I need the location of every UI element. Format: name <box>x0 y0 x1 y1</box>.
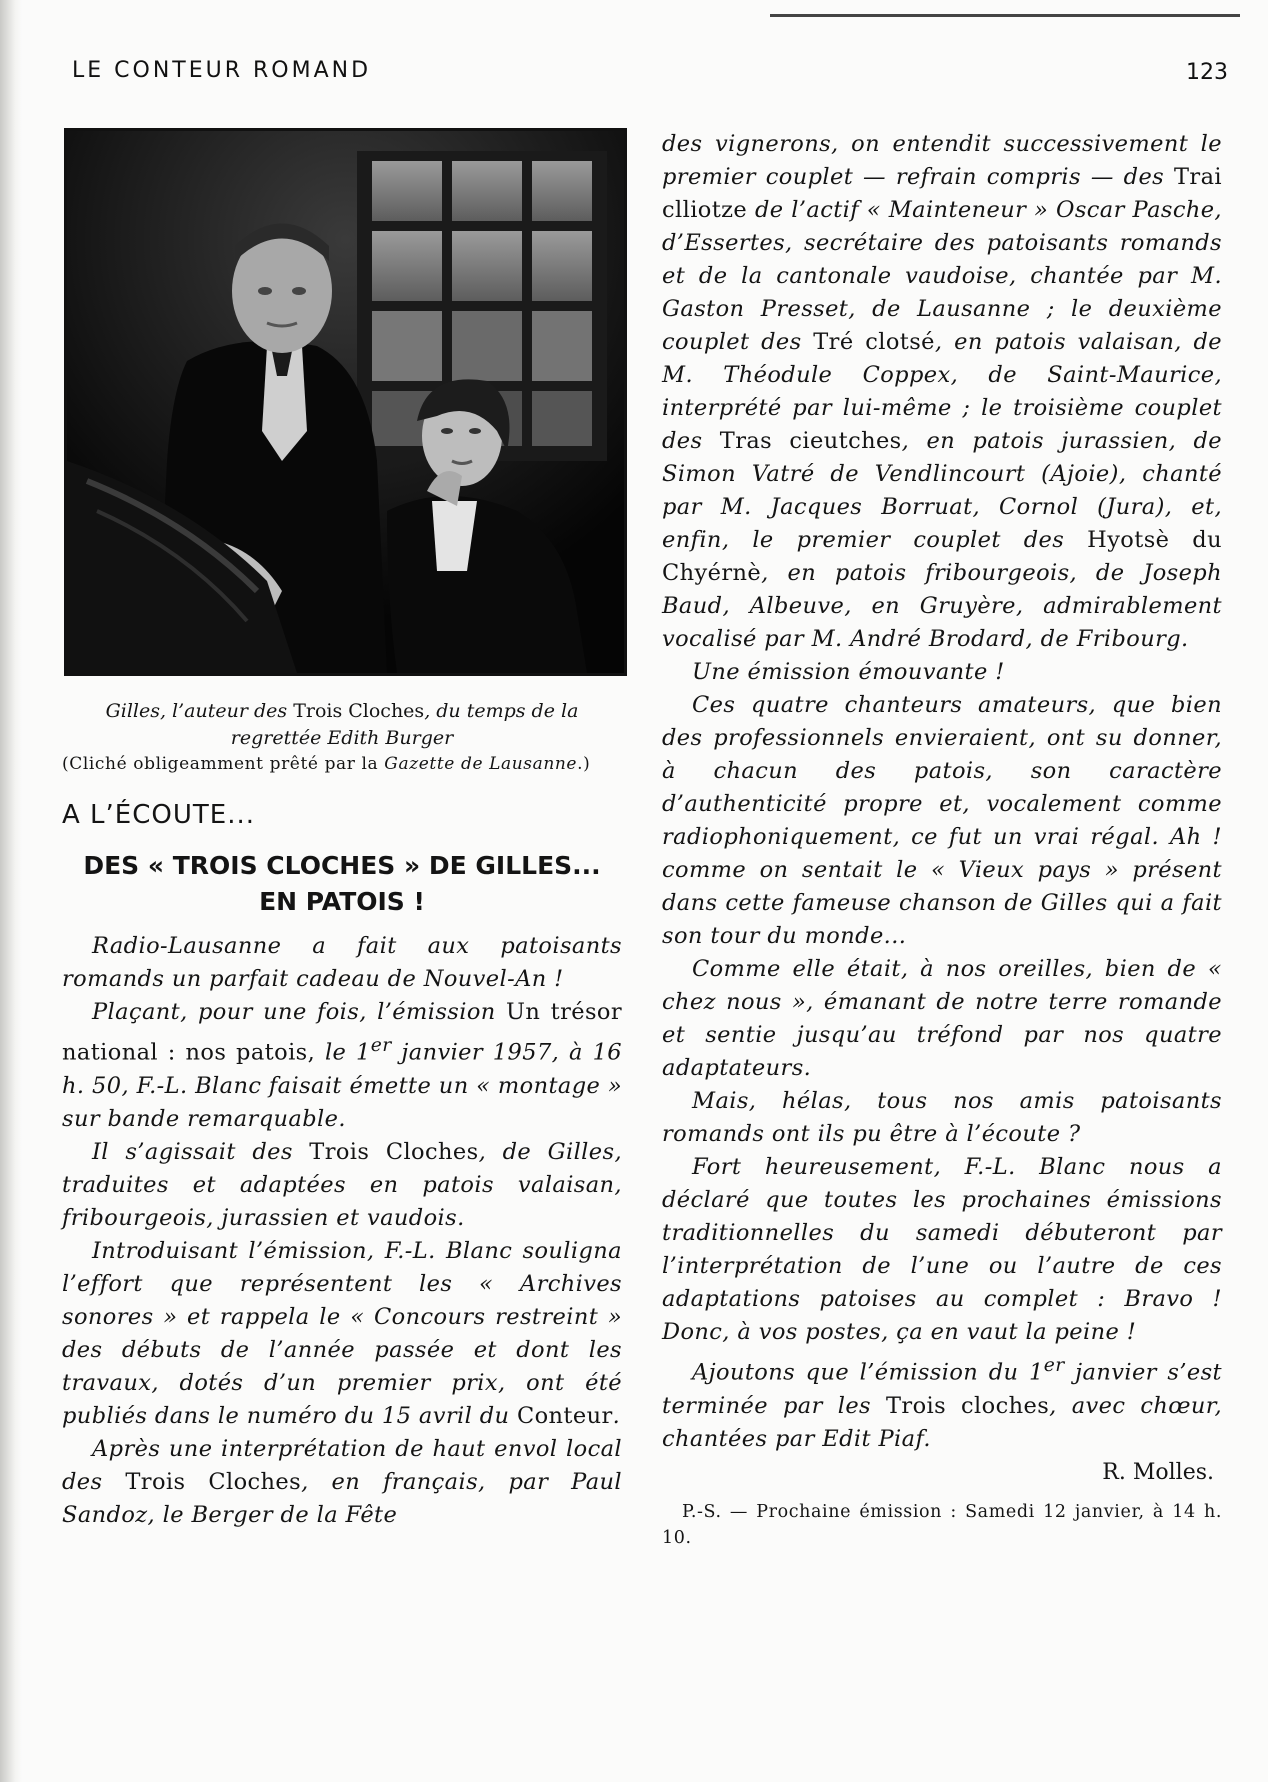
superscript: er <box>370 1035 392 1056</box>
text-run: janvier s’est terminée par les <box>662 1359 1223 1419</box>
scan-edge-shadow <box>0 0 22 1782</box>
superscript: er <box>1043 1355 1065 1376</box>
postscript: P.-S. — Prochaine émission : Samedi 12 janvier, à 14 h. 10. <box>662 1501 1222 1548</box>
paragraph-7: Ces quatre chanteurs amateurs, que bien des professionnels envieraient, ont su donner, à chacun des patois, son caractère d’authenticité propre et, vocalement comme radiophoniquement, ce fut un vrai régal. Ah ! comme on sentait le « Vieux pays » présent dans cette fameuse chanson de Gilles qui a fait son tour du monde... <box>662 692 1222 949</box>
text-run: janvier 1957, à 16 h. 50, F.-L. Blanc faisait émette un « montage » sur bande remarquable. <box>62 1039 623 1132</box>
song-title: Trois cloches <box>886 1392 1050 1419</box>
song-title: Trai clliotze <box>662 164 1222 223</box>
photo-gilles-edith-burger <box>64 128 627 676</box>
text-run: des vignerons, on entendit successivement le premier couplet — refrain compris — des <box>662 131 1222 190</box>
text-run: , en patois fribourgeois, de Joseph Baud, Albeuve, en Gruyère, admirablement vocalisé par M. André Brodard, de Fribourg. <box>662 560 1222 652</box>
caption-part: , du temps de la regrettée Edith Burger <box>230 700 579 749</box>
paragraph-10: Fort heureusement, F.-L. Blanc nous a déclaré que toutes les prochaines émissions traditionnelles du samedi débuteront par l’interprétation de l’une ou l’autre de ces adaptations patoises au complet : Bravo ! Donc, à vos postes, ça en vaut la peine ! <box>662 1154 1222 1345</box>
text-run: , en patois valaisan, de M. Théodule Coppex, de Saint-Maurice, interprété par lui-même ; le troisième couplet des <box>662 329 1222 454</box>
paragraph-1: Radio-Lausanne a fait aux patoisants romands un parfait cadeau de Nouvel-An ! <box>62 933 622 992</box>
song-title: Tras cieutches <box>719 428 902 454</box>
text-run: Ajoutons que l’émission du 1 <box>692 1359 1044 1386</box>
paragraph-6: Une émission émouvante ! <box>692 659 1005 685</box>
caption-part: Gilles, l’auteur des <box>105 700 294 722</box>
headline-line-2: EN PATOIS ! <box>259 887 425 916</box>
top-rule <box>770 14 1240 17</box>
text-run: Il s’agissait des <box>92 1138 310 1165</box>
running-head: LE CONTEUR ROMAND <box>72 58 372 83</box>
program-title: Un trésor national : nos patois, <box>62 999 623 1066</box>
section-kicker: A L’ÉCOUTE... <box>62 800 255 830</box>
text-run: , en patois jurassien, de Simon Vatré de Vendlincourt (Ajoie), chanté par M. Jacques Borruat, Cornol (Jura), et, enfin, le premier couplet des <box>662 428 1222 553</box>
journal-title: Conteur <box>516 1402 613 1429</box>
photo-credit <box>62 752 622 776</box>
paragraph-2 <box>62 996 622 1136</box>
text-run: . <box>612 1402 621 1429</box>
photo-illustration <box>67 131 624 673</box>
credit-source: Gazette de Lausanne <box>384 754 578 774</box>
paragraph-3 <box>62 1136 622 1235</box>
song-title: Tré clotsé <box>813 329 935 355</box>
left-column <box>62 128 622 1532</box>
text-run: Introduisant l’émission, F.-L. Blanc souligna l’effort que représentent les « Archives sonores » et rappela le « Concours restreint » des débuts de l’année passée et dont les travaux, dotés d’un premier prix, ont été publiés dans le numéro du 15 avril du <box>62 1237 622 1429</box>
article-headline <box>62 848 622 920</box>
text-run: le 1 <box>315 1039 371 1066</box>
author-signature: R. Molles. <box>1102 1459 1214 1485</box>
text-run: Après une interprétation de haut envol local des <box>62 1435 622 1495</box>
paragraph-11 <box>662 1349 1222 1456</box>
page-number: 123 <box>1186 60 1228 85</box>
paragraph-8: Comme elle était, à nos oreilles, bien de « chez nous », émanant de notre terre romande et sentie jusqu’au tréfond par nos quatre adaptateurs. <box>662 956 1222 1081</box>
text-run: de l’actif « Mainteneur » Oscar Pasche, d’Essertes, secrétaire des patoisants romands et de la cantonale vaudoise, chantée par M. Gaston Presset, de Lausanne ; le deuxième couplet des <box>662 197 1222 355</box>
song-title: Trois Cloches <box>309 1138 479 1165</box>
headline-line-1: DES « TROIS CLOCHES » DE GILLES... <box>83 851 601 880</box>
text-run: Plaçant, pour une fois, l’émission <box>92 999 507 1025</box>
caption-title: Trois Cloches <box>293 700 425 722</box>
song-title: Trois Cloches <box>125 1468 302 1495</box>
credit-part: (Cliché obligeamment prêté par la <box>62 754 385 774</box>
article-body-left <box>62 930 622 1532</box>
text-run: , avec chœur, chantées par Edit Piaf. <box>662 1392 1223 1452</box>
photo-caption <box>62 698 622 752</box>
paragraph-5 <box>62 1433 622 1532</box>
song-title: Hyotsè du Chyérnè <box>662 527 1222 586</box>
text-run: , en français, par Paul Sandoz, le Berger de la Fête <box>62 1468 622 1528</box>
credit-part: .) <box>577 754 591 774</box>
paragraph-4 <box>62 1235 622 1433</box>
paragraph-9: Mais, hélas, tous nos amis patoisants romands ont ils pu être à l’écoute ? <box>662 1088 1222 1147</box>
right-column <box>662 128 1222 1551</box>
paragraph-5-continued <box>662 128 1222 656</box>
text-run: , de Gilles, traduites et adaptées en patois valaisan, fribourgeois, jurassien et vaudois. <box>62 1138 622 1231</box>
